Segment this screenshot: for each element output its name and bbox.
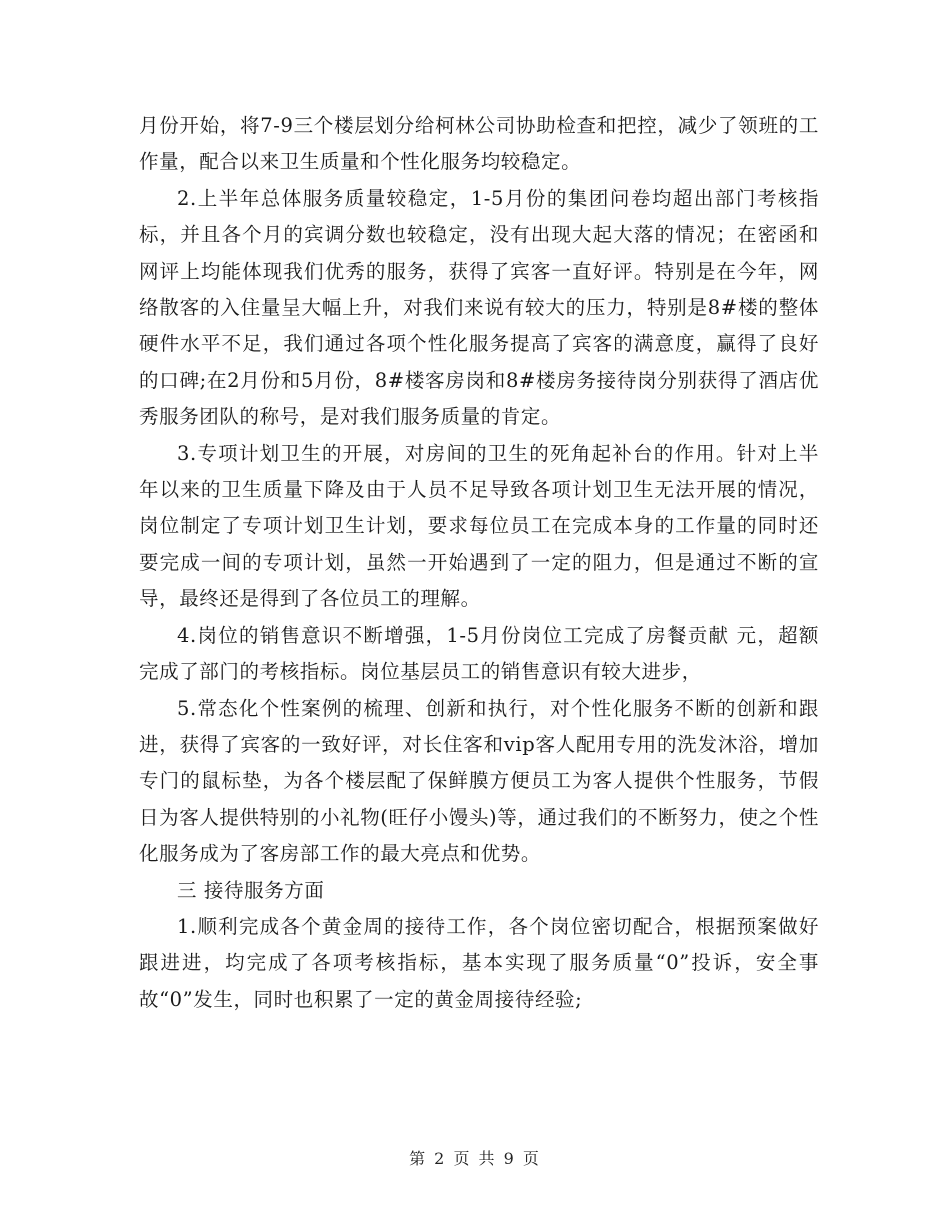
paragraph-sales-awareness: 4.岗位的销售意识不断增强，1-5月份岗位工完成了房餐贡献 元，超额完成了部门的考核指标。岗位基层员工的销售意识有较大进步，: [139, 623, 819, 684]
document-body: [139, 108, 819, 1018]
paragraph-service-quality: 2.上半年总体服务质量较稳定，1-5月份的集团问卷均超出部门考核指标，并且各个月的宾调分数也较稳定，没有出现大起大落的情况；在密函和网评上均能体现我们优秀的服务，获得了宾客一直好评。特别是在今年，网络散客的入住量呈大幅上升，对我们来说有较大的压力，特别是8#楼的整体硬件水平不足，我们通过各项个性化服务提高了宾客的满意度，赢得了良好的口碑;在2月份和5月份，8#楼客房岗和8#楼房务接待岗分别获得了酒店优秀服务团队的称号，是对我们服务质量的肯定。: [139, 186, 819, 429]
page-footer: 第 2 页 共 9 页: [409, 1149, 541, 1168]
paragraph-continuation: 月份开始，将7-9三个楼层划分给柯林公司协助检查和把控，减少了领班的工作量，配合以来卫生质量和个性化服务均较稳定。: [139, 114, 819, 174]
paragraph-golden-week: 1.顺利完成各个黄金周的接待工作，各个岗位密切配合，根据预案做好跟进进，均完成了各项考核指标，基本实现了服务质量“0”投诉，安全事故“0”发生，同时也积累了一定的黄金周接待经验;: [139, 914, 819, 1011]
paragraph-special-cleaning: 3.专项计划卫生的开展，对房间的卫生的死角起补台的作用。针对上半年以来的卫生质量下降及由于人员不足导致各项计划卫生无法开展的情况，岗位制定了专项计划卫生计划，要求每位员工在完成本身的工作量的同时还要完成一间的专项计划，虽然一开始遇到了一定的阻力，但是通过不断的宣导，最终还是得到了各位员工的理解。: [139, 441, 819, 611]
section-heading-reception: 三 接待服务方面: [177, 878, 325, 902]
paragraph-personalized-service: 5.常态化个性案例的梳理、创新和执行，对个性化服务不断的创新和跟进，获得了宾客的一致好评，对长住客和vip客人配用专用的洗发沐浴，增加专门的鼠标垫，为各个楼层配了保鲜膜方便员工为客人提供个性服务，节假日为客人提供特别的小礼物(旺仔小馒头)等，通过我们的不断努力，使之个性化服务成为了客房部工作的最大亮点和优势。: [139, 696, 819, 866]
